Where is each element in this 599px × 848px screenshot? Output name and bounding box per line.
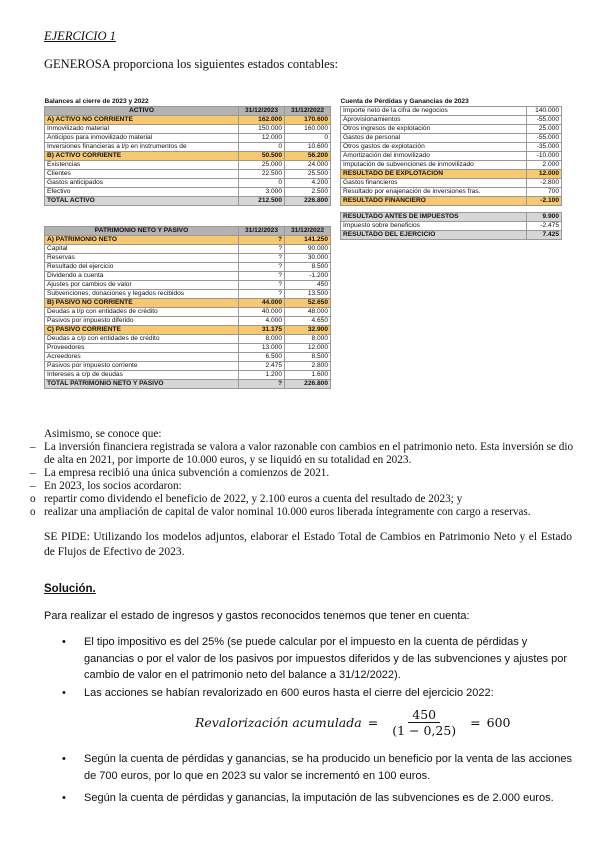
table-row <box>45 197 331 206</box>
row-label: Resultado del ejercicio <box>45 263 239 272</box>
table-row <box>45 125 331 134</box>
row-label: Inversiones financieras a l/p en instrumentos de <box>45 143 239 152</box>
value-2023: 7.425 <box>527 231 562 240</box>
list-marker: – <box>30 480 36 492</box>
row-label: Gastos financieros <box>341 179 527 188</box>
row-label: Acreedores <box>45 353 239 362</box>
value-2022: 226.800 <box>285 197 331 206</box>
table-row <box>45 254 331 263</box>
value-2023 <box>527 206 562 213</box>
table-row <box>45 245 331 254</box>
row-label: Capital <box>45 245 239 254</box>
table-row <box>45 236 331 245</box>
table-row <box>45 152 331 161</box>
row-label: Clientes <box>45 170 239 179</box>
row-label: TOTAL ACTIVO <box>45 197 239 206</box>
row-label: Inmovilizado material <box>45 125 239 134</box>
value-2022: 48.000 <box>285 308 331 317</box>
balance-activo-block <box>44 98 331 206</box>
bullet-text: Las acciones se habían revalorizado en 600 euros hasta el cierre del ejercicio 2022: <box>84 687 494 699</box>
solution-bullet <box>62 634 574 684</box>
value-2022: 32.900 <box>285 326 331 335</box>
table-row <box>341 213 562 222</box>
table-row <box>45 263 331 272</box>
row-label: Deudas a l/p con entidades de crédito <box>45 308 239 317</box>
formula-result: 600 <box>486 715 511 730</box>
row-label: Imputación de subvenciones de inmovilizado <box>341 161 527 170</box>
value-2023: ? <box>239 281 285 290</box>
row-label: Otros gastos de explotación <box>341 143 527 152</box>
col-header: ACTIVO <box>45 107 239 116</box>
row-label: Ajustes por cambios de valor <box>45 281 239 290</box>
table-row <box>45 179 331 188</box>
balance-pasivo-table <box>44 226 331 389</box>
value-2022: 90.000 <box>285 245 331 254</box>
table-row <box>45 362 331 371</box>
table-row <box>45 299 331 308</box>
value-2022: 141.250 <box>285 236 331 245</box>
value-2023: -2.100 <box>527 197 562 206</box>
list-item-text: La empresa recibió una única subvención a comienzos de 2021. <box>44 467 330 479</box>
table-row <box>341 143 562 152</box>
row-label: Impuesto sobre beneficios <box>341 222 527 231</box>
value-2023: -55.000 <box>527 134 562 143</box>
value-2023: 12.000 <box>527 170 562 179</box>
value-2023: -55.000 <box>527 116 562 125</box>
table-row <box>341 170 562 179</box>
bullet-dot-icon: • <box>62 792 66 804</box>
formula-lhs: Revalorización acumulada <box>195 715 362 730</box>
table-row <box>45 335 331 344</box>
value-2022: 2.500 <box>285 188 331 197</box>
value-2022: 170.600 <box>285 116 331 125</box>
bullet-text: El tipo impositivo es del 25% (se puede calcular por el impuesto en la cuenta de pérdidas y ganancias o por el valor de los pasivos por impuestos diferidos y de las subvenciones y ajustes por cambio de valor en el patrimonio neto del balance a 31/12/2022). <box>84 636 568 681</box>
table-row <box>341 231 562 240</box>
solution-heading: Solución. <box>44 583 96 595</box>
value-2022: 4.200 <box>285 179 331 188</box>
row-label: Importe neto de la cifra de negocios <box>341 107 527 116</box>
value-2023: 12.000 <box>239 134 285 143</box>
row-label: Gastos de personal <box>341 134 527 143</box>
value-2022: 8.500 <box>285 353 331 362</box>
value-2023: 0 <box>239 143 285 152</box>
list-marker: – <box>30 441 36 453</box>
value-2022: 8.500 <box>285 263 331 272</box>
table-row <box>341 222 562 231</box>
value-2023: 212.500 <box>239 197 285 206</box>
table-row <box>45 143 331 152</box>
value-2023: ? <box>239 380 285 389</box>
table-row <box>45 308 331 317</box>
value-2023: 162.000 <box>239 116 285 125</box>
table-row <box>45 134 331 143</box>
list-marker: – <box>30 467 36 479</box>
task-statement: SE PIDE: Utilizando los modelos adjuntos, elaborar el Estado Total de Cambios en Patrimonio Neto y el Estado de Flujos de Efectivo de 2023. <box>44 531 572 558</box>
table-row <box>341 197 562 206</box>
row-label: Dividendo a cuenta <box>45 272 239 281</box>
table-row <box>341 152 562 161</box>
row-label: Aprovisionamientos <box>341 116 527 125</box>
value-2023: 2.000 <box>527 161 562 170</box>
value-2022: 56.200 <box>285 152 331 161</box>
value-2023: 6.500 <box>239 353 285 362</box>
row-label: RESULTADO FINANCIERO <box>341 197 527 206</box>
equals-sign: = <box>367 715 379 730</box>
value-2022: 25.500 <box>285 170 331 179</box>
intro-text: GENEROSA proporciona los siguientes estados contables: <box>44 57 339 71</box>
value-2023: 13.000 <box>239 344 285 353</box>
pyg-caption: Cuenta de Pérdidas y Ganancias de 2023 <box>340 98 469 105</box>
info-section <box>30 428 575 519</box>
row-label: Anticipos para inmovilizado material <box>45 134 239 143</box>
revaluation-formula <box>195 707 511 738</box>
formula-fraction <box>388 707 460 738</box>
row-label: RESULTADO DEL EJERCICIO <box>341 231 527 240</box>
balance-activo-table <box>44 98 331 206</box>
row-label: Efectivo <box>45 188 239 197</box>
table-row <box>341 161 562 170</box>
col-header: 31/12/2022 <box>285 107 331 116</box>
value-2023: 2.475 <box>239 362 285 371</box>
value-2022: 24.000 <box>285 161 331 170</box>
value-2023: 1.200 <box>239 371 285 380</box>
row-label: Amortización del inmovilizado <box>341 152 527 161</box>
row-label: A) PATRIMONIO NETO <box>45 236 239 245</box>
exercise-title: EJERCICIO 1 <box>44 29 116 43</box>
row-label: Intereses a c/p de deudas <box>45 371 239 380</box>
value-2023: 140.000 <box>527 107 562 116</box>
formula-numerator: 450 <box>408 707 440 723</box>
value-2022: 160.000 <box>285 125 331 134</box>
row-label: Reservas <box>45 254 239 263</box>
value-2022: 226.800 <box>285 380 331 389</box>
value-2022: 13.500 <box>285 290 331 299</box>
value-2023: 50.500 <box>239 152 285 161</box>
value-2022: 450 <box>285 281 331 290</box>
value-2023: 9.900 <box>527 213 562 222</box>
value-2023: 3.000 <box>239 188 285 197</box>
table-row <box>45 290 331 299</box>
value-2023: ? <box>239 254 285 263</box>
row-label: TOTAL PATRIMONIO NETO Y PASIVO <box>45 380 239 389</box>
table-row <box>45 281 331 290</box>
table-row <box>341 134 562 143</box>
table-row <box>341 107 562 116</box>
row-label: B) PASIVO NO CORRIENTE <box>45 299 239 308</box>
value-2022: 12.000 <box>285 344 331 353</box>
table-row <box>45 353 331 362</box>
list-item <box>30 506 575 519</box>
value-2023: ? <box>239 245 285 254</box>
col-header: PATRIMONIO NETO Y PASIVO <box>45 227 239 236</box>
table-row <box>341 206 562 213</box>
value-2022: 2.800 <box>285 362 331 371</box>
equals-sign: = <box>470 715 481 730</box>
value-2022: 1.600 <box>285 371 331 380</box>
pyg-block <box>340 98 562 240</box>
row-label: A) ACTIVO NO CORRIENTE <box>45 116 239 125</box>
value-2023: 22.500 <box>239 170 285 179</box>
value-2023: ? <box>239 290 285 299</box>
value-2023: 25.000 <box>527 125 562 134</box>
value-2022: -1.200 <box>285 272 331 281</box>
formula-denominator: (1 − 0,25) <box>392 723 457 738</box>
list-item-text: realizar una ampliación de capital de valor nominal 10.000 euros liberada íntegramente con cargo a reservas. <box>44 506 531 518</box>
table-row <box>45 116 331 125</box>
info-lead: Asimismo, se conoce que: <box>44 428 162 440</box>
table-row <box>45 272 331 281</box>
value-2023: -35.000 <box>527 143 562 152</box>
value-2022: 4.650 <box>285 317 331 326</box>
value-2022: 0 <box>285 134 331 143</box>
value-2022: 8.000 <box>285 335 331 344</box>
row-label: Pasivos por impuesto corriente <box>45 362 239 371</box>
table-row <box>45 371 331 380</box>
table-row <box>341 179 562 188</box>
list-marker: o <box>30 506 36 518</box>
list-item <box>30 467 575 480</box>
balance-pasivo-block <box>44 226 331 389</box>
bullet-dot-icon: • <box>62 753 66 765</box>
value-2023: 0 <box>239 179 285 188</box>
row-label: Gastos anticipados <box>45 179 239 188</box>
value-2023: 700 <box>527 188 562 197</box>
value-2022: 10.600 <box>285 143 331 152</box>
value-2023: 8.000 <box>239 335 285 344</box>
table-row <box>45 188 331 197</box>
value-2023: 25.000 <box>239 161 285 170</box>
row-label: Resultado por enajenación de inversiones fras. <box>341 188 527 197</box>
table-row <box>45 317 331 326</box>
row-label: RESULTADO ANTES DE IMPUESTOS <box>341 213 527 222</box>
solution-bullet <box>62 751 574 784</box>
solution-bullet <box>62 685 574 702</box>
value-2023: ? <box>239 236 285 245</box>
row-label: Existencias <box>45 161 239 170</box>
row-label: B) ACTIVO CORRIENTE <box>45 152 239 161</box>
value-2023: ? <box>239 272 285 281</box>
bullet-text: Según la cuenta de pérdidas y ganancias, se ha producido un beneficio por la venta de las acciones de 700 euros, por lo que en 2023 su valor se incrementó en 100 euros. <box>84 753 573 782</box>
bullet-dot-icon: • <box>62 687 66 699</box>
bullet-text: Según la cuenta de pérdidas y ganancias, la imputación de las subvenciones es de 2.000 euros. <box>84 792 554 804</box>
value-2023: ? <box>239 263 285 272</box>
value-2023: 150.000 <box>239 125 285 134</box>
row-label: Otros ingresos de explotación <box>341 125 527 134</box>
col-header: 31/12/2023 <box>239 227 285 236</box>
col-header: 31/12/2022 <box>285 227 331 236</box>
solution-intro: Para realizar el estado de ingresos y gastos reconocidos tenemos que tener en cuenta: <box>44 610 470 622</box>
col-header: 31/12/2023 <box>239 107 285 116</box>
list-item <box>30 480 575 493</box>
value-2023: 4.000 <box>239 317 285 326</box>
row-label: C) PASIVO CORRIENTE <box>45 326 239 335</box>
value-2023: -10.000 <box>527 152 562 161</box>
row-label: Subvenciones, donaciones y legados recibidos <box>45 290 239 299</box>
value-2022: 30.000 <box>285 254 331 263</box>
list-item-text: repartir como dividendo el beneficio de 2022, y 2.100 euros a cuenta del resultado de 2023; y <box>44 493 463 505</box>
value-2023: -2.800 <box>527 179 562 188</box>
table-row <box>45 161 331 170</box>
list-marker: o <box>30 493 36 505</box>
table-row <box>341 125 562 134</box>
table-row <box>341 188 562 197</box>
list-item <box>30 493 575 506</box>
table-row <box>45 344 331 353</box>
row-label: Proveedores <box>45 344 239 353</box>
bullet-dot-icon: • <box>62 636 66 648</box>
row-label: Pasivos por impuesto diferido <box>45 317 239 326</box>
list-item <box>30 441 575 467</box>
value-2023: 44.000 <box>239 299 285 308</box>
value-2022: 52.650 <box>285 299 331 308</box>
table-row <box>45 170 331 179</box>
table-row <box>45 380 331 389</box>
value-2023: 31.175 <box>239 326 285 335</box>
table-row <box>45 326 331 335</box>
value-2023: 40.000 <box>239 308 285 317</box>
row-label <box>341 206 527 213</box>
row-label: RESULTADO DE EXPLOTACIÓN <box>341 170 527 179</box>
list-item-text: La inversión financiera registrada se valora a valor razonable con cambios en el patrimonio neto. Esta inversión se dio de alta en 2021, por importe de 10.000 euros, y se liquidó en su totalidad en 2023. <box>44 441 574 466</box>
list-item-text: En 2023, los socios acordaron: <box>44 480 182 492</box>
row-label: Deudas a c/p con entidades de crédito <box>45 335 239 344</box>
value-2023: -2.475 <box>527 222 562 231</box>
table-row <box>341 116 562 125</box>
pyg-table <box>340 98 562 240</box>
solution-bullet <box>62 790 574 807</box>
balance-caption: Balances al cierre de 2023 y 2022 <box>44 98 149 105</box>
